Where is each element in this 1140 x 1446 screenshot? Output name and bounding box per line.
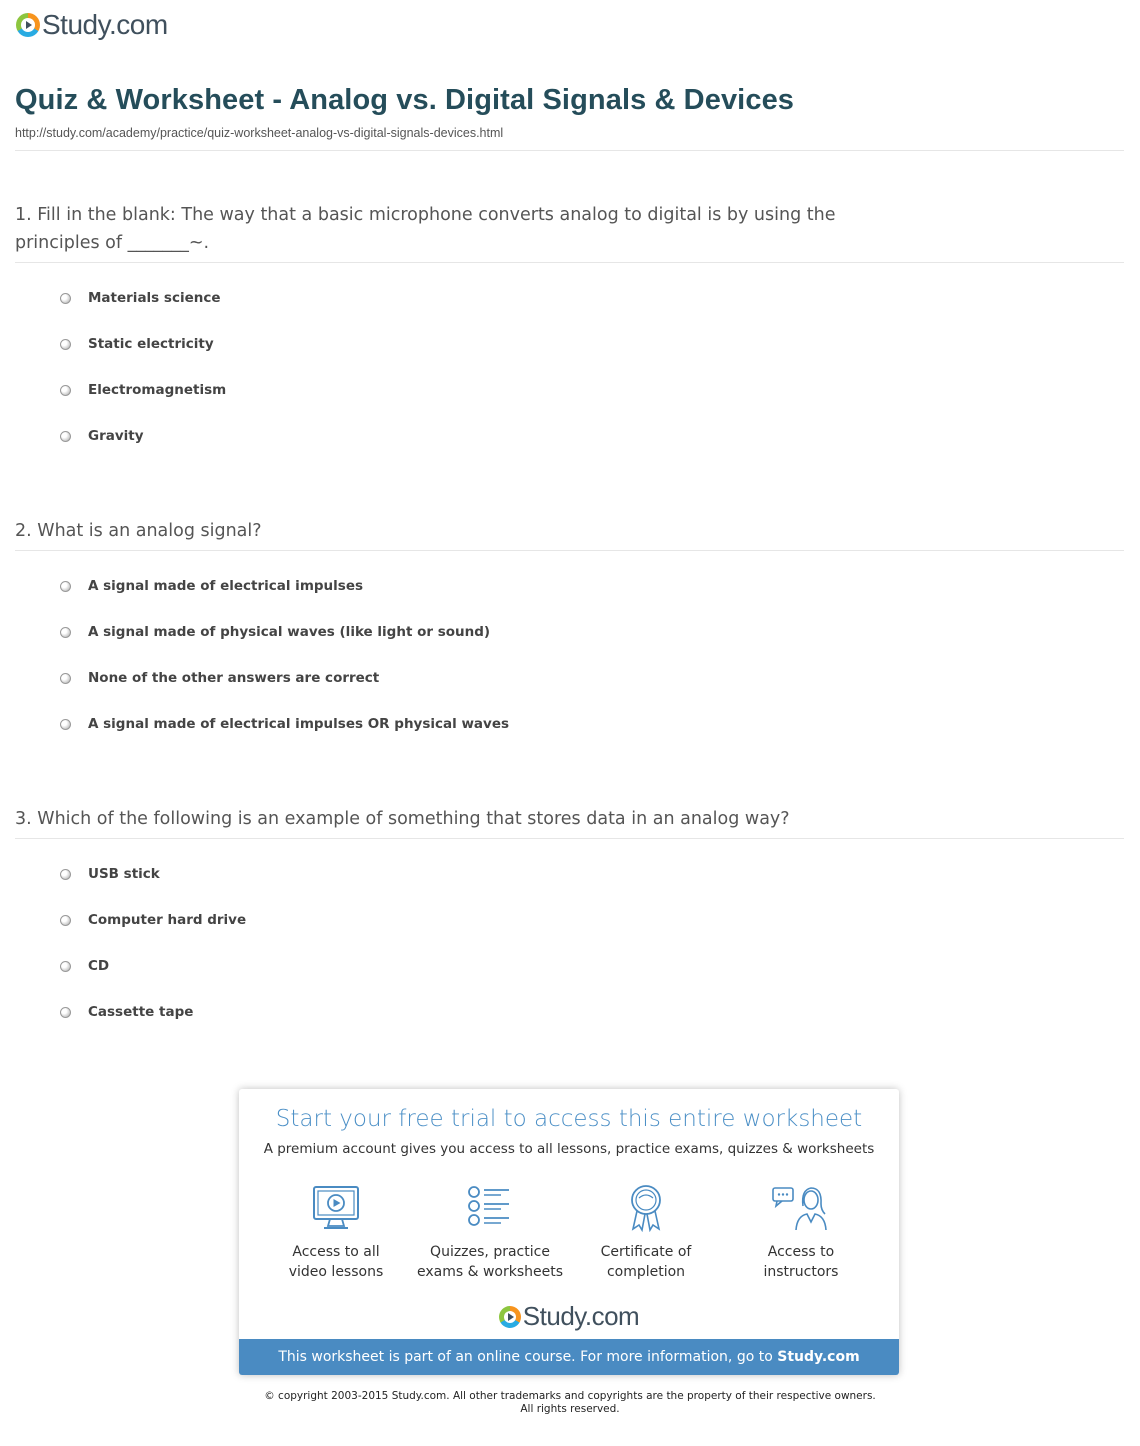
option-label: Static electricity: [88, 336, 214, 352]
radio-button[interactable]: [60, 673, 71, 684]
question-2-options: [60, 576, 509, 760]
checklist-icon: [465, 1184, 515, 1232]
divider: [15, 838, 1124, 839]
promo-subheading: A premium account gives you access to all lessons, practice exams, quizzes & worksheets: [263, 1141, 875, 1157]
feature-label: Certificate of completion: [600, 1244, 692, 1280]
promo-study-logo[interactable]: [239, 1301, 899, 1332]
option-label: A signal made of electrical impulses OR physical waves: [88, 716, 510, 732]
question-3-options: [60, 864, 246, 1048]
answer-option[interactable]: [60, 910, 246, 956]
question-3: 3. Which of the following is an example of something that stores data in an analog way?: [15, 809, 790, 829]
answer-option[interactable]: [60, 714, 509, 760]
answer-option[interactable]: [60, 426, 226, 472]
feature-certificate: [571, 1184, 721, 1282]
page-url: http://study.com/academy/practice/quiz-worksheet-analog-vs-digital-signals-devices.html: [15, 126, 504, 140]
copyright: [0, 1390, 1140, 1416]
answer-option[interactable]: [60, 288, 226, 334]
promo-bar-text: This worksheet is part of an online course. For more information, go to: [278, 1349, 778, 1365]
option-label: USB stick: [88, 866, 160, 882]
study-logo-text: Study.com: [522, 1301, 640, 1331]
feature-label: Access to all video lessons: [288, 1244, 384, 1280]
free-trial-promo: [239, 1089, 899, 1375]
question-1-options: [60, 288, 226, 472]
answer-option[interactable]: [60, 864, 246, 910]
answer-option[interactable]: [60, 576, 509, 622]
copyright-line-2: All rights reserved.: [520, 1403, 620, 1415]
feature-instructors: [726, 1184, 876, 1282]
answer-option[interactable]: [60, 622, 509, 668]
answer-option[interactable]: [60, 1002, 246, 1048]
promo-heading[interactable]: Start your free trial to access this entire worksheet: [275, 1106, 863, 1132]
option-label: A signal made of physical waves (like light or sound): [88, 624, 491, 640]
promo-info-bar[interactable]: [239, 1339, 899, 1375]
option-label: A signal made of electrical impulses: [88, 578, 364, 594]
instructor-icon: [771, 1184, 831, 1232]
copyright-line-1: © copyright 2003-2015 Study.com. All other trademarks and copyrights are the property of their respective owners.: [264, 1390, 876, 1402]
option-label: Materials science: [88, 290, 221, 306]
feature-label: Quizzes, practice exams & worksheets: [416, 1244, 564, 1280]
radio-button[interactable]: [60, 581, 71, 592]
radio-button[interactable]: [60, 719, 71, 730]
question-1: 1. Fill in the blank: The way that a basic microphone converts analog to digital is by using the principles of _______~.: [15, 205, 836, 253]
feature-label: Access to instructors: [763, 1244, 839, 1280]
radio-button[interactable]: [60, 385, 71, 396]
radio-button[interactable]: [60, 293, 71, 304]
radio-button[interactable]: [60, 915, 71, 926]
option-label: CD: [88, 958, 110, 974]
radio-button[interactable]: [60, 627, 71, 638]
divider: [15, 262, 1124, 263]
answer-option[interactable]: [60, 380, 226, 426]
answer-option[interactable]: [60, 668, 509, 714]
certificate-icon: [621, 1184, 671, 1232]
radio-button[interactable]: [60, 869, 71, 880]
promo-bar-link[interactable]: Study.com: [777, 1349, 860, 1365]
page-title: Quiz & Worksheet - Analog vs. Digital Signals & Devices: [15, 84, 795, 116]
radio-button[interactable]: [60, 1007, 71, 1018]
study-logo-icon: [16, 13, 40, 37]
study-logo-text: Study.com: [42, 9, 168, 40]
option-label: Computer hard drive: [88, 912, 247, 928]
option-label: Cassette tape: [88, 1004, 194, 1020]
divider: [15, 150, 1124, 151]
study-logo-icon: [499, 1306, 521, 1328]
answer-option[interactable]: [60, 334, 226, 380]
radio-button[interactable]: [60, 339, 71, 350]
radio-button[interactable]: [60, 431, 71, 442]
question-2: 2. What is an analog signal?: [15, 521, 262, 541]
video-lesson-icon: [311, 1184, 361, 1232]
option-label: None of the other answers are correct: [88, 670, 380, 686]
divider: [15, 550, 1124, 551]
option-label: Gravity: [88, 428, 144, 444]
option-label: Electromagnetism: [88, 382, 227, 398]
answer-option[interactable]: [60, 956, 246, 1002]
study-logo[interactable]: [16, 10, 168, 40]
feature-quizzes: [415, 1184, 565, 1282]
radio-button[interactable]: [60, 961, 71, 972]
feature-video-lessons: [261, 1184, 411, 1282]
